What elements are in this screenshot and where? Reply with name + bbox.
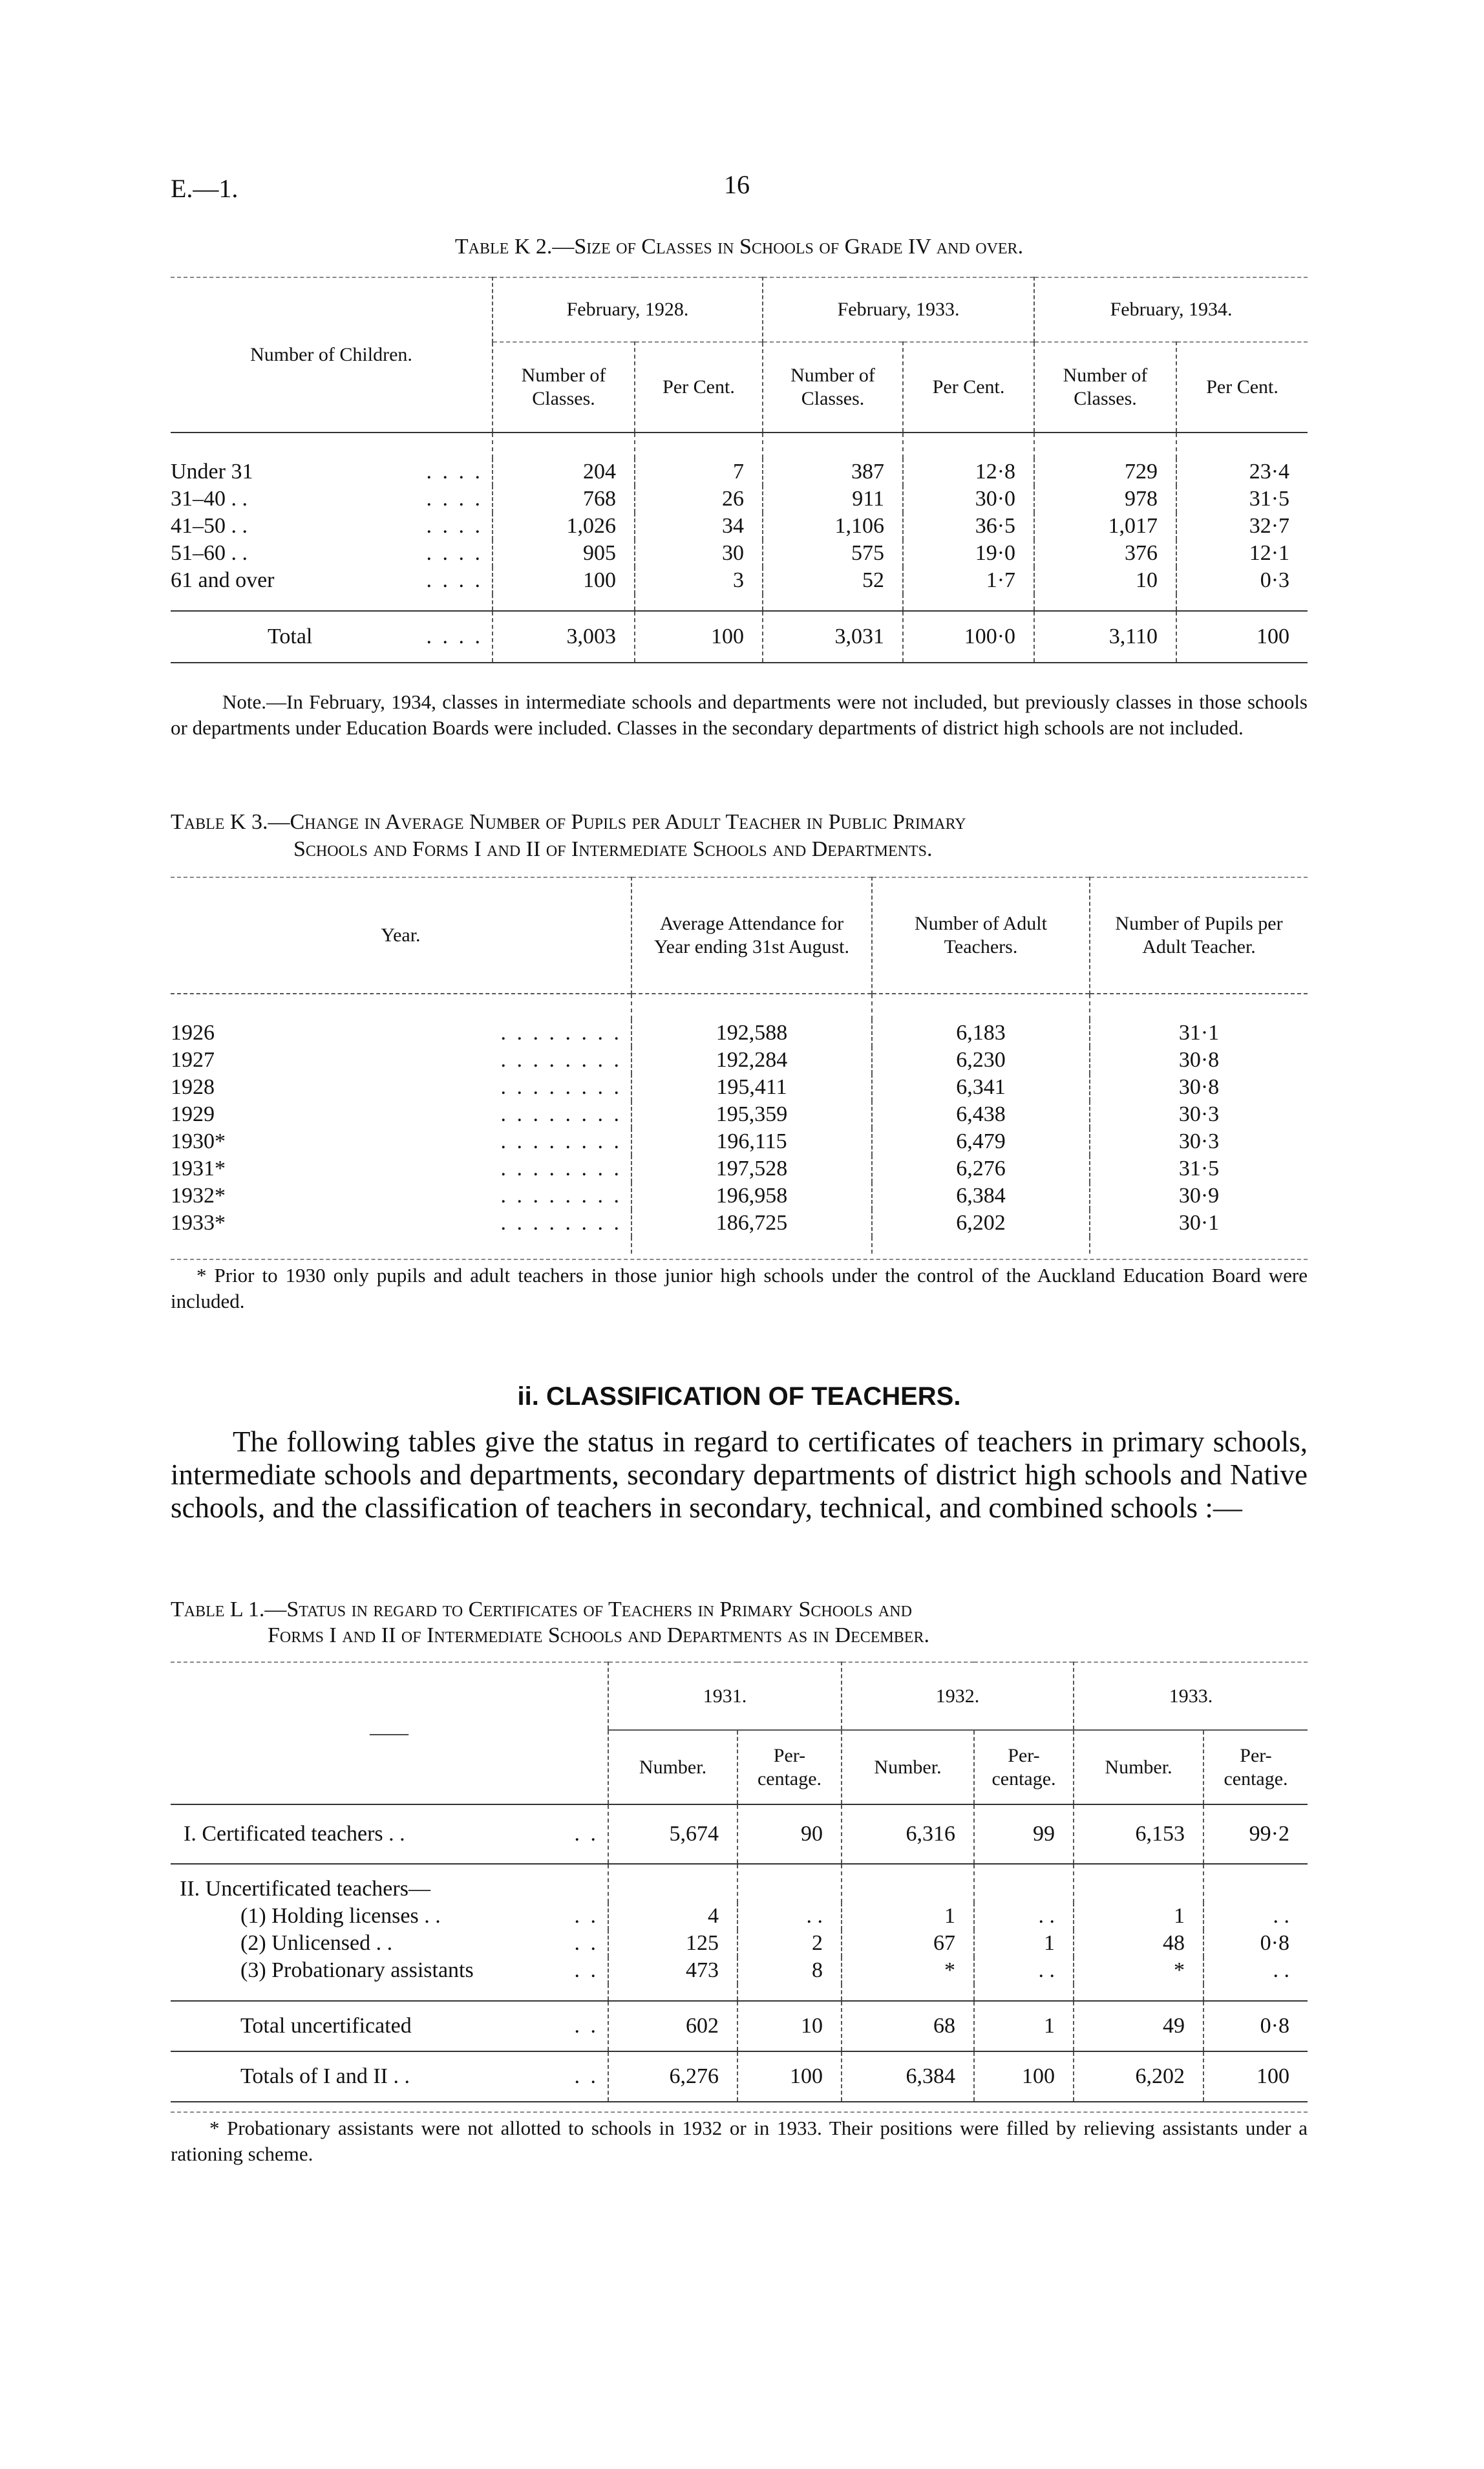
spacer-cell — [1090, 994, 1308, 1020]
spacer-cell — [635, 433, 763, 458]
row-label-cell — [171, 1101, 631, 1128]
sub-header: Per Cent. — [903, 342, 1034, 433]
leader-dots: . . . . — [426, 625, 483, 648]
row-label: Under 31 — [171, 460, 253, 484]
value-cell: 99 — [974, 1804, 1074, 1864]
group-header: February, 1934. — [1034, 277, 1308, 342]
value-cell: 575 — [763, 540, 903, 567]
sub-header: Number. — [1074, 1730, 1203, 1804]
leader-dots: . . . . . . . . — [500, 1021, 622, 1045]
leader-dots: . . — [574, 1931, 599, 1955]
spacer-cell — [631, 1237, 872, 1254]
group-header: February, 1933. — [763, 277, 1034, 342]
leader-dots: . . — [574, 1822, 599, 1846]
row-label-cell — [171, 513, 493, 540]
value-cell: 31·1 — [1090, 1020, 1308, 1047]
value-cell: 6,316 — [842, 1804, 974, 1864]
table-row — [171, 486, 1308, 513]
row-label-cell — [171, 1182, 631, 1210]
sub-header: Per Cent. — [1176, 342, 1308, 433]
leader-dots: . . — [574, 1958, 599, 1982]
spacer-cell — [171, 594, 493, 611]
value-cell: 48 — [1074, 1930, 1203, 1957]
spacer-cell — [737, 1984, 842, 2001]
value-cell: 52 — [763, 567, 903, 594]
value-cell: 6,230 — [872, 1047, 1090, 1074]
spacer-cell — [1034, 433, 1176, 458]
row-label-cell — [171, 1047, 631, 1074]
value-cell: 100 — [1203, 2051, 1308, 2102]
attendance-header: Average Attendance for Year ending 31st August. — [631, 877, 872, 994]
leader-dots: . . . . . . . . — [500, 1184, 622, 1208]
table-row — [171, 1930, 1308, 1957]
leader-dots: . . . . — [426, 568, 483, 592]
spacer-cell — [763, 433, 903, 458]
value-cell: 125 — [608, 1930, 737, 1957]
sub-header: Number. — [608, 1730, 737, 1804]
row-label-cell — [171, 2051, 608, 2102]
table-row — [171, 1101, 1308, 1128]
leader-dots: . . . . . . . . — [500, 1211, 622, 1235]
table-row — [171, 1074, 1308, 1101]
spacer-cell — [1203, 1984, 1308, 2001]
table-row — [171, 1804, 1308, 1864]
value-cell: 905 — [493, 540, 635, 567]
row-label-cell — [171, 1020, 631, 1047]
table-row — [171, 2001, 1308, 2051]
table-k3 — [171, 877, 1308, 1254]
value-cell: 90 — [737, 1804, 842, 1864]
table-l1-title-line1: Table L 1.—Status in regard to Certificates of Teachers in Primary Schools and — [171, 1598, 912, 1621]
value-cell: 30·3 — [1090, 1101, 1308, 1128]
value-cell: 6,341 — [872, 1074, 1090, 1101]
row-label: 1929 — [171, 1102, 215, 1126]
value-cell: 6,384 — [872, 1182, 1090, 1210]
value-cell: * — [1074, 1957, 1203, 1984]
leader-dots: . . . . — [426, 460, 483, 484]
table-row — [171, 1128, 1308, 1155]
leader-dots: . . — [574, 2014, 599, 2038]
section-code: E.—1. — [171, 174, 238, 203]
spacer-cell — [171, 994, 631, 1020]
table-row — [171, 1903, 1308, 1930]
table-k2-note: Note.—In February, 1934, classes in intermediate schools and departments were not included, but previously classes in those schools or departments under Education Boards were included. Classes in the secondary departments of district high schools are not included. — [171, 690, 1308, 739]
leader-dots: . . . . — [426, 514, 483, 538]
table-k3-title-line2: Schools and Forms I and II of Intermediate Schools and Departments. — [293, 837, 933, 861]
row-label-cell — [171, 2001, 608, 2051]
sub-header: Number. — [842, 1730, 974, 1804]
value-cell: 100·0 — [903, 611, 1034, 663]
sub-header: Per Cent. — [635, 342, 763, 433]
uncertificated-heading: II. Uncertificated teachers— — [180, 1876, 430, 1901]
table-k2 — [171, 277, 1308, 663]
value-cell: * — [842, 1957, 974, 1984]
label-header: —— — [370, 1722, 408, 1744]
group-header: 1932. — [842, 1662, 1074, 1730]
value-cell: 67 — [842, 1930, 974, 1957]
table-l1-footnote: * Probationary assistants were not allotted to schools in 1932 or in 1933. Their positions were filled by relieving assistants under a rationing scheme. — [171, 2111, 1308, 2167]
value-cell: 1 — [1074, 1903, 1203, 1930]
value-cell: 6,384 — [842, 2051, 974, 2102]
row-label: 1926 — [171, 1021, 215, 1045]
row-label: (1) Holding licenses . . — [240, 1904, 441, 1928]
value-cell: 196,958 — [631, 1182, 872, 1210]
row-label: (2) Unlicensed . . — [240, 1931, 393, 1955]
value-cell: 768 — [493, 486, 635, 513]
row-label-cell — [171, 567, 493, 594]
value-cell: 30·1 — [1090, 1210, 1308, 1237]
row-label-cell — [171, 1210, 631, 1237]
value-cell: 30 — [635, 540, 763, 567]
value-cell: 5,674 — [608, 1804, 737, 1864]
spacer-cell — [171, 1237, 631, 1254]
row-label: 1927 — [171, 1048, 215, 1072]
value-cell: . . — [974, 1903, 1074, 1930]
row-label: 1933* — [171, 1211, 226, 1235]
table-row — [171, 540, 1308, 567]
spacer-cell — [1034, 594, 1176, 611]
row-label: 61 and over — [171, 568, 275, 592]
row-label-cell — [171, 1930, 608, 1957]
value-cell: 0·3 — [1176, 567, 1308, 594]
table-row — [171, 567, 1308, 594]
value-cell: 1 — [974, 1930, 1074, 1957]
value-cell: 100 — [737, 2051, 842, 2102]
value-cell: 195,411 — [631, 1074, 872, 1101]
value-cell: 196,115 — [631, 1128, 872, 1155]
sub-header: Per-centage. — [1203, 1730, 1308, 1804]
value-cell: 30·0 — [903, 486, 1034, 513]
spacer-cell — [608, 1984, 737, 2001]
value-cell: 602 — [608, 2001, 737, 2051]
value-cell: 473 — [608, 1957, 737, 1984]
spacer-row — [171, 594, 1308, 611]
value-cell: 3,110 — [1034, 611, 1176, 663]
value-cell: 1 — [974, 2001, 1074, 2051]
spacer-cell — [493, 433, 635, 458]
spacer-cell — [171, 433, 493, 458]
table-l1-title-line2: Forms I and II of Intermediate Schools and Departments as in December. — [268, 1623, 929, 1647]
value-cell: 1,106 — [763, 513, 903, 540]
row-label: 1932* — [171, 1184, 226, 1208]
spacer-cell — [872, 1237, 1090, 1254]
spacer-row — [171, 433, 1308, 458]
value-cell: 23·4 — [1176, 458, 1308, 486]
leader-dots: . . — [574, 1904, 599, 1928]
value-cell: 192,284 — [631, 1047, 872, 1074]
table-k3-footnote: * Prior to 1930 only pupils and adult teachers in those junior high schools under the control of the Auckland Education Board were included. — [171, 1259, 1308, 1314]
value-cell: 99·2 — [1203, 1804, 1308, 1864]
value-cell: 3,003 — [493, 611, 635, 663]
value-cell: 911 — [763, 486, 903, 513]
value-cell: 192,588 — [631, 1020, 872, 1047]
value-cell: 100 — [1176, 611, 1308, 663]
row-label-cell — [171, 1155, 631, 1182]
value-cell: 204 — [493, 458, 635, 486]
section-heading: ii. CLASSIFICATION OF TEACHERS. — [517, 1382, 961, 1411]
value-cell: 1,017 — [1034, 513, 1176, 540]
value-cell: 12·8 — [903, 458, 1034, 486]
table-row — [171, 458, 1308, 486]
value-cell: 34 — [635, 513, 763, 540]
table-k2-title: Table K 2.—Size of Classes in Schools of Grade IV and over. — [454, 235, 1024, 259]
sub-header: Per-centage. — [737, 1730, 842, 1804]
group-header: 1931. — [608, 1662, 842, 1730]
value-cell: 30·3 — [1090, 1128, 1308, 1155]
value-cell: 3,031 — [763, 611, 903, 663]
teachers-header: Number of Adult Teachers. — [872, 877, 1090, 994]
page-number: 16 — [724, 170, 750, 199]
spacer-row — [171, 994, 1308, 1020]
value-cell: . . — [737, 1903, 842, 1930]
row-label: I. Certificated teachers . . — [184, 1822, 405, 1846]
table-row — [171, 513, 1308, 540]
row-label-cell — [171, 1903, 608, 1930]
sub-header: Number of Classes. — [493, 342, 635, 433]
value-cell: 0·8 — [1203, 1930, 1308, 1957]
leader-dots: . . . . . . . . — [500, 1129, 622, 1153]
spacer-cell — [903, 594, 1034, 611]
row-label: 1928 — [171, 1075, 215, 1099]
table-k2-block — [171, 277, 1308, 741]
value-cell: 19·0 — [903, 540, 1034, 567]
leader-dots: . . . . . . . . — [500, 1075, 622, 1099]
value-cell: 195,359 — [631, 1101, 872, 1128]
value-cell: 6,276 — [872, 1155, 1090, 1182]
value-cell: 7 — [635, 458, 763, 486]
value-cell: 1,026 — [493, 513, 635, 540]
row-label-cell — [171, 458, 493, 486]
spacer-cell — [635, 594, 763, 611]
value-cell: 30·8 — [1090, 1074, 1308, 1101]
table-l1-block — [171, 1662, 1308, 2167]
table-row — [171, 2051, 1308, 2102]
sub-header: Number of Classes. — [1034, 342, 1176, 433]
leader-dots: . . — [574, 2064, 599, 2088]
group-header: 1933. — [1074, 1662, 1308, 1730]
spacer-cell — [974, 1984, 1074, 2001]
value-cell: 2 — [737, 1930, 842, 1957]
row-label: 41–50 . . — [171, 514, 248, 538]
value-cell: 36·5 — [903, 513, 1034, 540]
leader-dots: . . . . . . . . — [500, 1157, 622, 1181]
row-label: 51–60 . . — [171, 541, 248, 565]
value-cell: 30·8 — [1090, 1047, 1308, 1074]
row-label-cell — [171, 486, 493, 513]
table-row — [171, 1957, 1308, 1984]
value-cell: 729 — [1034, 458, 1176, 486]
row-label-cell — [171, 611, 493, 663]
value-cell: 31·5 — [1090, 1155, 1308, 1182]
section-paragraph: The following tables give the status in regard to certificates of teachers in primary schools, intermediate schools and departments, secondary departments of district high schools and Native schools, and the classification of teachers in secondary, technical, and combined schools :— — [171, 1426, 1308, 1524]
value-cell: 100 — [635, 611, 763, 663]
leader-dots: . . . . — [426, 541, 483, 565]
value-cell: 978 — [1034, 486, 1176, 513]
label-header: Number of Children. — [250, 344, 412, 365]
table-row — [171, 1210, 1308, 1237]
value-cell: 376 — [1034, 540, 1176, 567]
table-l1 — [171, 1662, 1308, 2102]
table-k3-block — [171, 877, 1308, 1314]
value-cell: 32·7 — [1176, 513, 1308, 540]
spacer-cell — [842, 1984, 974, 2001]
spacer-cell — [171, 1984, 608, 2001]
row-label: 1930* — [171, 1129, 226, 1153]
value-cell: 4 — [608, 1903, 737, 1930]
value-cell: 10 — [737, 2001, 842, 2051]
value-cell: 6,183 — [872, 1020, 1090, 1047]
value-cell: 68 — [842, 2001, 974, 2051]
value-cell: 6,276 — [608, 2051, 737, 2102]
value-cell: 1·7 — [903, 567, 1034, 594]
spacer-cell — [1176, 594, 1308, 611]
pupils-per-teacher-header: Number of Pupils per Adult Teacher. — [1090, 877, 1308, 994]
spacer-cell — [903, 433, 1034, 458]
value-cell: 10 — [1034, 567, 1176, 594]
value-cell: 100 — [974, 2051, 1074, 2102]
value-cell: 8 — [737, 1957, 842, 1984]
value-cell: 6,202 — [872, 1210, 1090, 1237]
table-row — [171, 1020, 1308, 1047]
value-cell: 26 — [635, 486, 763, 513]
row-label: 1931* — [171, 1157, 226, 1181]
table-k3-title-line1: Table K 3.—Change in Average Number of Pupils per Adult Teacher in Public Primary — [171, 810, 966, 834]
value-cell: 0·8 — [1203, 2001, 1308, 2051]
sub-header: Per-centage. — [974, 1730, 1074, 1804]
spacer-row — [171, 1237, 1308, 1254]
leader-dots: . . . . . . . . — [500, 1048, 622, 1072]
spacer-cell — [631, 994, 872, 1020]
group-header: February, 1928. — [493, 277, 763, 342]
spacer-row — [171, 1984, 1308, 2001]
sub-header: Number of Classes. — [763, 342, 903, 433]
value-cell: 186,725 — [631, 1210, 872, 1237]
row-label-cell — [171, 540, 493, 567]
value-cell: 3 — [635, 567, 763, 594]
value-cell: 6,202 — [1074, 2051, 1203, 2102]
value-cell: 6,479 — [872, 1128, 1090, 1155]
spacer-cell — [1074, 1984, 1203, 2001]
value-cell: 387 — [763, 458, 903, 486]
row-label-cell — [171, 1074, 631, 1101]
value-cell: 6,438 — [872, 1101, 1090, 1128]
value-cell: 6,153 — [1074, 1804, 1203, 1864]
spacer-cell — [1176, 433, 1308, 458]
table-row — [171, 611, 1308, 663]
value-cell: . . — [1203, 1957, 1308, 1984]
value-cell: 30·9 — [1090, 1182, 1308, 1210]
row-label-cell — [171, 1957, 608, 1984]
year-header: Year. — [381, 925, 421, 946]
row-label: (3) Probationary assistants — [240, 1958, 474, 1982]
value-cell: 12·1 — [1176, 540, 1308, 567]
row-label: Total — [268, 625, 313, 648]
table-row — [171, 1047, 1308, 1074]
row-label: Totals of I and II . . — [240, 2064, 410, 2088]
spacer-cell — [493, 594, 635, 611]
row-label: Total uncertificated — [240, 2014, 412, 2038]
spacer-cell — [1090, 1237, 1308, 1254]
row-label-cell — [171, 1804, 608, 1864]
leader-dots: . . . . . . . . — [500, 1102, 622, 1126]
value-cell: 1 — [842, 1903, 974, 1930]
value-cell: . . — [974, 1957, 1074, 1984]
row-label-cell — [171, 1128, 631, 1155]
value-cell: 31·5 — [1176, 486, 1308, 513]
value-cell: 100 — [493, 567, 635, 594]
value-cell: . . — [1203, 1903, 1308, 1930]
value-cell: 197,528 — [631, 1155, 872, 1182]
leader-dots: . . . . — [426, 487, 483, 511]
table-row — [171, 1182, 1308, 1210]
spacer-cell — [872, 994, 1090, 1020]
table-row — [171, 1155, 1308, 1182]
row-label: 31–40 . . — [171, 487, 248, 511]
spacer-cell — [763, 594, 903, 611]
value-cell: 49 — [1074, 2001, 1203, 2051]
